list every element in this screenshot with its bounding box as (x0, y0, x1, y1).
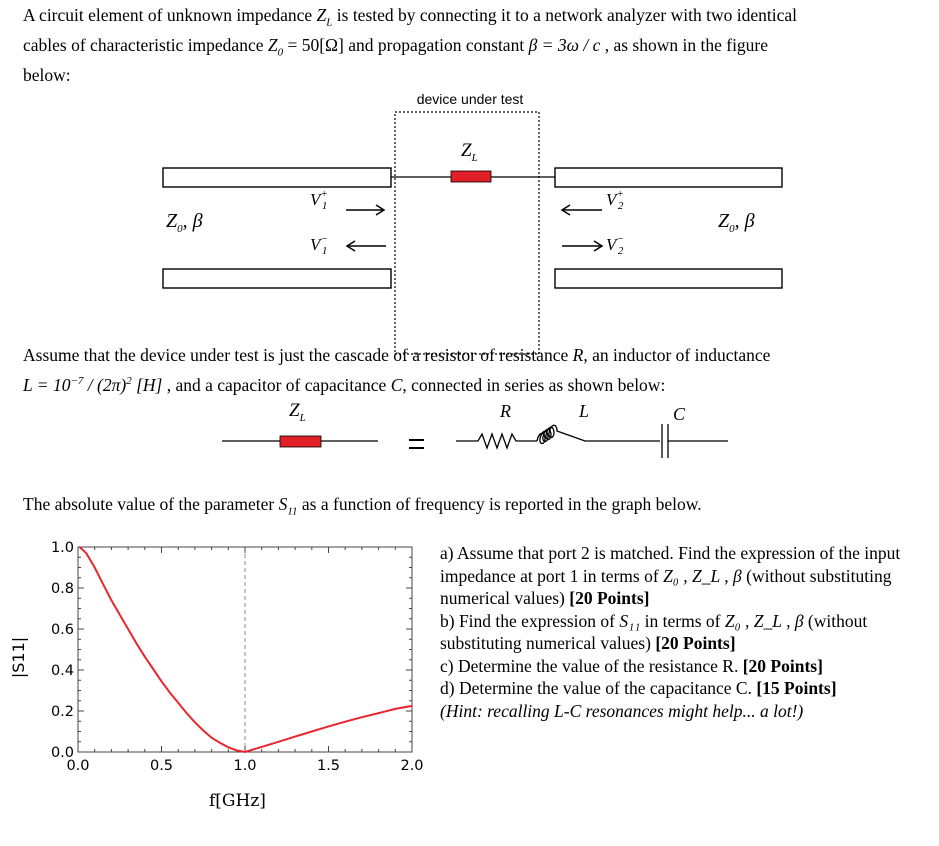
left-cable-bottom (163, 269, 391, 288)
s11-curve (80, 547, 412, 752)
x-tick-label: 2.0 (400, 758, 424, 774)
right-cable-top (555, 168, 782, 187)
s11-symbol: $S_{11}$ (278, 494, 298, 518)
graph-caption: The absolute value of the parameter $S_{11}$ as a function of frequency is reported in the graph below. (23, 494, 702, 518)
x-tick-label: 1.5 (316, 758, 341, 774)
v1-minus-label: $V^-_1$ (310, 233, 328, 257)
y-tick-label: 0.8 (50, 581, 74, 597)
dut-label: device under test (416, 91, 524, 107)
dut-zl-label: $Z_L$ (461, 140, 478, 164)
question-c: c) Determine the value of the resistance R. [20 Points] (440, 655, 823, 676)
y-tick-label: 1.0 (50, 540, 74, 556)
rlc-r-label: R (500, 401, 511, 421)
assume-line-2: $L = 10^{-7} / (2\pi)^2$ [H] , and a capacitor of capacitance C, connected in series as shown below: (23, 375, 666, 395)
question-a: a) Assume that port 2 is matched. Find the expression of the input impedance at port 1 in terms of Z₀ , Z_L , β (without substituting numerical values) [20 Points] (440, 543, 901, 608)
z0-value: = 50[Ω] (287, 35, 344, 55)
intro-text-3: cables of characteristic impedance (23, 35, 264, 55)
intro-line-2 (23, 32, 928, 58)
left-line-params: $Z_0$, β (166, 210, 203, 235)
question-d: d) Determine the value of the capacitance C. [15 Points] (440, 678, 837, 698)
intro-text-1: A circuit element of unknown impedance (23, 5, 313, 25)
y-axis-label: |S11| (9, 636, 29, 679)
question-b: b) Find the expression of S₁₁ in terms of Z₀ , Z_L , β (without substituting numerical values) [20 Points] (440, 610, 868, 653)
v2-minus-label: $V^-_2$ (606, 233, 624, 257)
right-cable-bottom (555, 269, 782, 288)
right-line-params: $Z_0$, β (718, 210, 755, 235)
left-cable-top (163, 168, 391, 187)
rlc-figure (0, 400, 939, 470)
x-tick-label: 0.5 (149, 758, 174, 774)
assume-line-1: Assume that the device under test is just the cascade of a resistor of resistance R, an inductor of inductance (23, 345, 771, 365)
r-symbol: R (572, 345, 584, 365)
beta-expression: β = 3ω / c (528, 35, 601, 55)
tline-figure (0, 85, 939, 360)
intro-text-5: , as shown in the figure (604, 35, 769, 55)
y-tick-label: 0.2 (50, 704, 74, 720)
x-axis-label: f[GHz] (209, 791, 266, 811)
v2-plus-label: $V^+_2$ (606, 188, 624, 212)
z0-symbol: $Z_0$ (267, 35, 284, 59)
y-tick-label: 0.0 (50, 745, 74, 761)
rlc-zl-label: $Z_L$ (289, 400, 306, 424)
hint: (Hint: recalling L-C resonances might help... a lot!) (440, 700, 804, 721)
c-symbol: C (390, 375, 403, 395)
y-tick-label: 0.4 (50, 663, 74, 679)
intro-text-2: is tested by connecting it to a network analyzer with two identical (336, 5, 797, 25)
x-tick-label: 1.0 (233, 758, 257, 774)
intro-text-4: and propagation constant (348, 35, 525, 55)
s11-chart (0, 530, 430, 820)
rlc-c-label: C (673, 404, 686, 424)
v1-plus-label: $V^+_1$ (310, 188, 328, 212)
questions-block (440, 542, 928, 722)
zl-resistor-block (451, 171, 491, 182)
intro-line-1 (23, 2, 928, 28)
intro-text-6: below: (23, 65, 71, 85)
resistor-symbol (456, 434, 537, 448)
rlc-l-label: L (579, 401, 590, 421)
y-tick-label: 0.6 (50, 622, 74, 638)
inductance-expression: $L = 10^{-7} / (2\pi)^2$ [H] (23, 375, 163, 395)
zl-symbol: $Z_L$ (316, 5, 333, 29)
inductor-symbol (537, 425, 660, 443)
zl-block (280, 436, 321, 447)
x-tick-label: 0.0 (66, 758, 90, 774)
